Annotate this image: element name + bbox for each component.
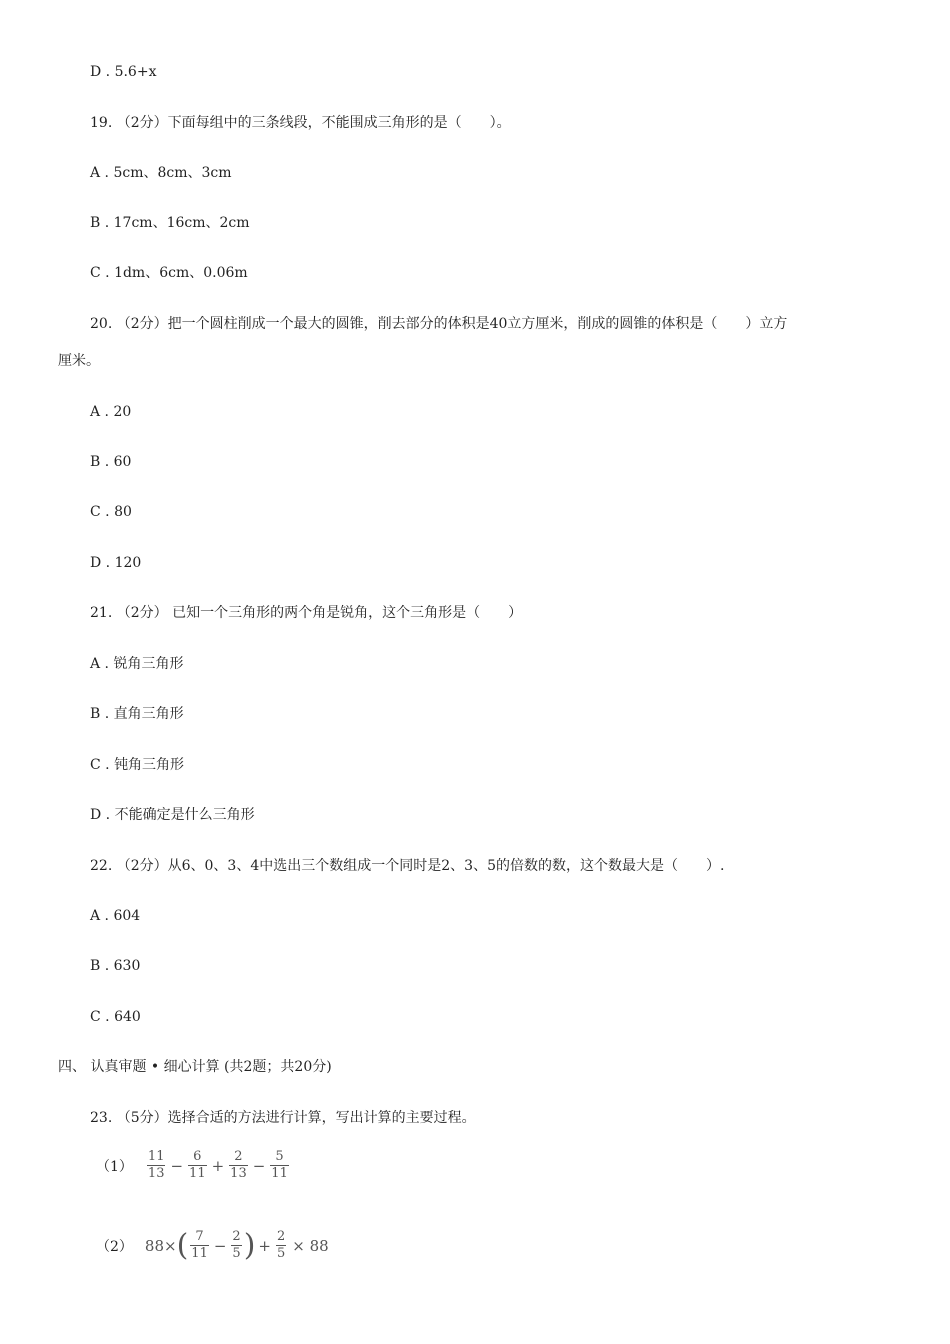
q23-stem: 23. （5分）选择合适的方法进行计算，写出计算的主要过程。 [90,1110,476,1126]
q21-stem: 21. （2分） 已知一个三角形的两个角是锐角，这个三角形是（ ） [90,605,523,621]
section-4-title: 四、 认真审题 • 细心计算 (共2题；共20分) [58,1059,332,1075]
fraction [188,1150,207,1181]
operator: − [170,1156,184,1175]
numerator: 2 [234,1149,243,1164]
left-paren: ( [176,1227,189,1263]
right-paren: ) [243,1227,256,1263]
q23-part1-label: （1） [96,1158,133,1175]
q23-part2-label: （2） [96,1238,133,1255]
numerator: 2 [277,1229,286,1244]
numerator: 6 [193,1149,202,1164]
multiplier: × 88 [292,1236,329,1255]
q19-stem: 19. （2分）下面每组中的三条线段，不能围成三角形的是（ ）。 [90,115,511,131]
q21-option-b: B . 直角三角形 [90,706,184,722]
fraction [270,1150,289,1181]
numerator: 11 [147,1149,165,1164]
operator: + [258,1236,271,1255]
q23-part1-expression [96,1150,291,1181]
q20-stem-line2: 厘米。 [58,353,100,369]
q22-option-b: B . 630 [90,958,141,974]
denominator: 11 [189,1166,206,1181]
q19-option-a: A . 5cm、8cm、3cm [90,165,232,181]
fraction [276,1230,286,1261]
fraction [190,1230,209,1261]
q19-option-b: B . 17cm、16cm、2cm [90,215,250,231]
q20-option-b: B . 60 [90,454,132,470]
q20-option-c: C . 80 [90,504,132,520]
numerator: 7 [195,1229,204,1244]
denominator: 5 [277,1246,286,1261]
numerator: 2 [232,1229,241,1244]
operator: + [211,1156,225,1175]
fraction [229,1150,248,1181]
fraction [147,1150,166,1181]
q22-stem: 22. （2分）从6、0、3、4中选出三个数组成一个同时是2、3、5的倍数的数，这个数最大是（ ）. [90,858,725,874]
q22-option-c: C . 640 [90,1009,141,1025]
q20-stem-line1: 20. （2分）把一个圆柱削成一个最大的圆锥，削去部分的体积是40立方厘米，削成的圆锥的体积是（ ）立方 [90,316,788,332]
denominator: 13 [230,1166,247,1181]
denominator: 11 [191,1246,208,1261]
q20-option-d: D . 120 [90,555,142,571]
q19-option-c: C . 1dm、6cm、0.06m [90,265,248,281]
operator: − [213,1236,227,1255]
denominator: 5 [232,1246,241,1261]
operator: − [252,1156,266,1175]
denominator: 13 [147,1166,165,1181]
q21-option-c: C . 钝角三角形 [90,757,185,773]
q23-part2-expression [96,1227,329,1263]
denominator: 11 [271,1166,288,1181]
q18-option-d: D . 5.6+x [90,64,157,80]
numerator: 5 [275,1149,284,1164]
q21-option-a: A . 锐角三角形 [90,656,184,672]
fraction [231,1230,241,1261]
q21-option-d: D . 不能确定是什么三角形 [90,807,255,823]
q20-option-a: A . 20 [90,404,132,420]
q22-option-a: A . 604 [90,908,141,924]
coefficient: 88× [144,1236,177,1255]
